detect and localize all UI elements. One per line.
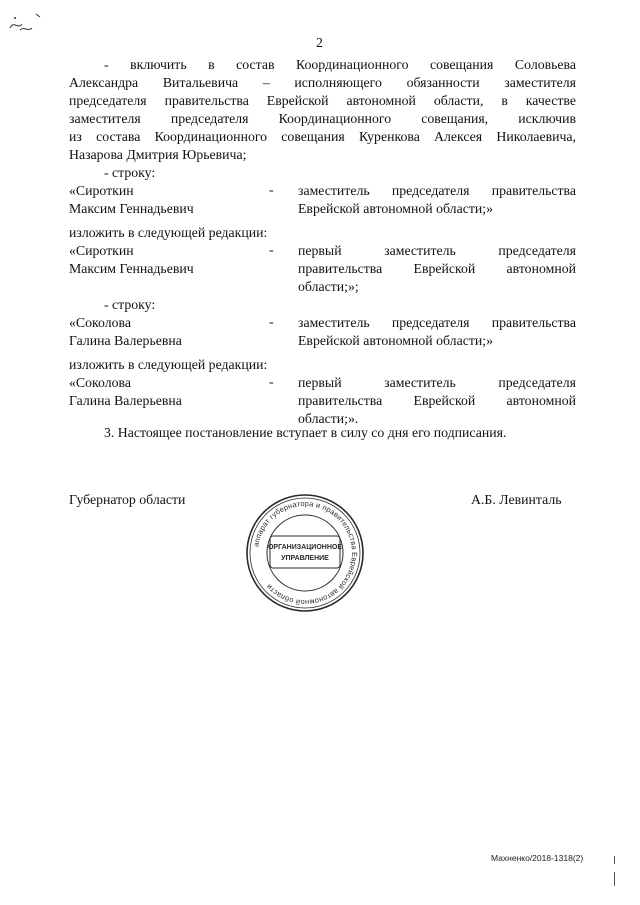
entry-name: «Сироткин	[69, 183, 134, 198]
margin-mark	[614, 872, 615, 886]
point-3: 3. Настоящее постановление вступает в силу со дня его подписания.	[104, 425, 507, 440]
paragraph-line: заместителя председателя Координационного совещания, исключив	[69, 111, 576, 126]
entry-position: Еврейской автономной области;»	[298, 201, 493, 216]
line-stroku: - строку:	[104, 297, 156, 312]
organization-stamp	[244, 492, 366, 619]
paragraph-line: из состава Координационного совещания Куренкова Алексея Николаевича,	[69, 129, 576, 144]
scan-mark-icon	[6, 10, 46, 41]
entry-name: Галина Валерьевна	[69, 393, 182, 408]
entry-dash: -	[269, 182, 274, 197]
entry-position: области;»;	[298, 279, 359, 294]
entry-dash: -	[269, 314, 274, 329]
entry-position: заместитель председателя правительства	[298, 315, 576, 330]
page-number: 2	[316, 35, 323, 50]
entry-name: Максим Геннадьевич	[69, 261, 194, 276]
entry-position: области;».	[298, 411, 359, 426]
line-izlozhit: изложить в следующей редакции:	[69, 225, 268, 240]
paragraph-line: - включить в состав Координационного совещания Соловьева	[104, 57, 576, 72]
entry-name: Галина Валерьевна	[69, 333, 182, 348]
stamp-center-line: ОРГАНИЗАЦИОННОЕ	[267, 544, 343, 551]
paragraph-line: Назарова Дмитрия Юрьевича;	[69, 147, 247, 162]
paragraph-line: Александра Витальевича – исполняющего обязанности заместителя	[69, 75, 576, 90]
entry-position: заместитель председателя правительства	[298, 183, 576, 198]
entry-position: правительства Еврейской автономной	[298, 393, 576, 408]
footer-reference: Махненко/2018-1318(2)	[491, 853, 584, 863]
entry-position: первый заместитель председателя	[298, 243, 576, 258]
stamp-ring-text: аппарат губернатора и правительства Еврейской автономной области	[251, 498, 360, 608]
signature-title: Губернатор области	[69, 492, 186, 507]
entry-name: «Сироткин	[69, 243, 134, 258]
line-stroku: - строку:	[104, 165, 156, 180]
entry-dash: -	[269, 242, 274, 257]
line-izlozhit: изложить в следующей редакции:	[69, 357, 268, 372]
entry-dash: -	[269, 374, 274, 389]
paragraph-line: председателя правительства Еврейской автономной области, в качестве	[69, 93, 576, 108]
entry-position: Еврейской автономной области;»	[298, 333, 493, 348]
stamp-center-line: УПРАВЛЕНИЕ	[281, 555, 329, 562]
entry-name: Максим Геннадьевич	[69, 201, 194, 216]
entry-position: первый заместитель председателя	[298, 375, 576, 390]
entry-position: правительства Еврейской автономной	[298, 261, 576, 276]
signature-name: А.Б. Левинталь	[471, 492, 562, 507]
margin-mark	[614, 856, 615, 864]
entry-name: «Соколова	[69, 375, 131, 390]
entry-name: «Соколова	[69, 315, 131, 330]
